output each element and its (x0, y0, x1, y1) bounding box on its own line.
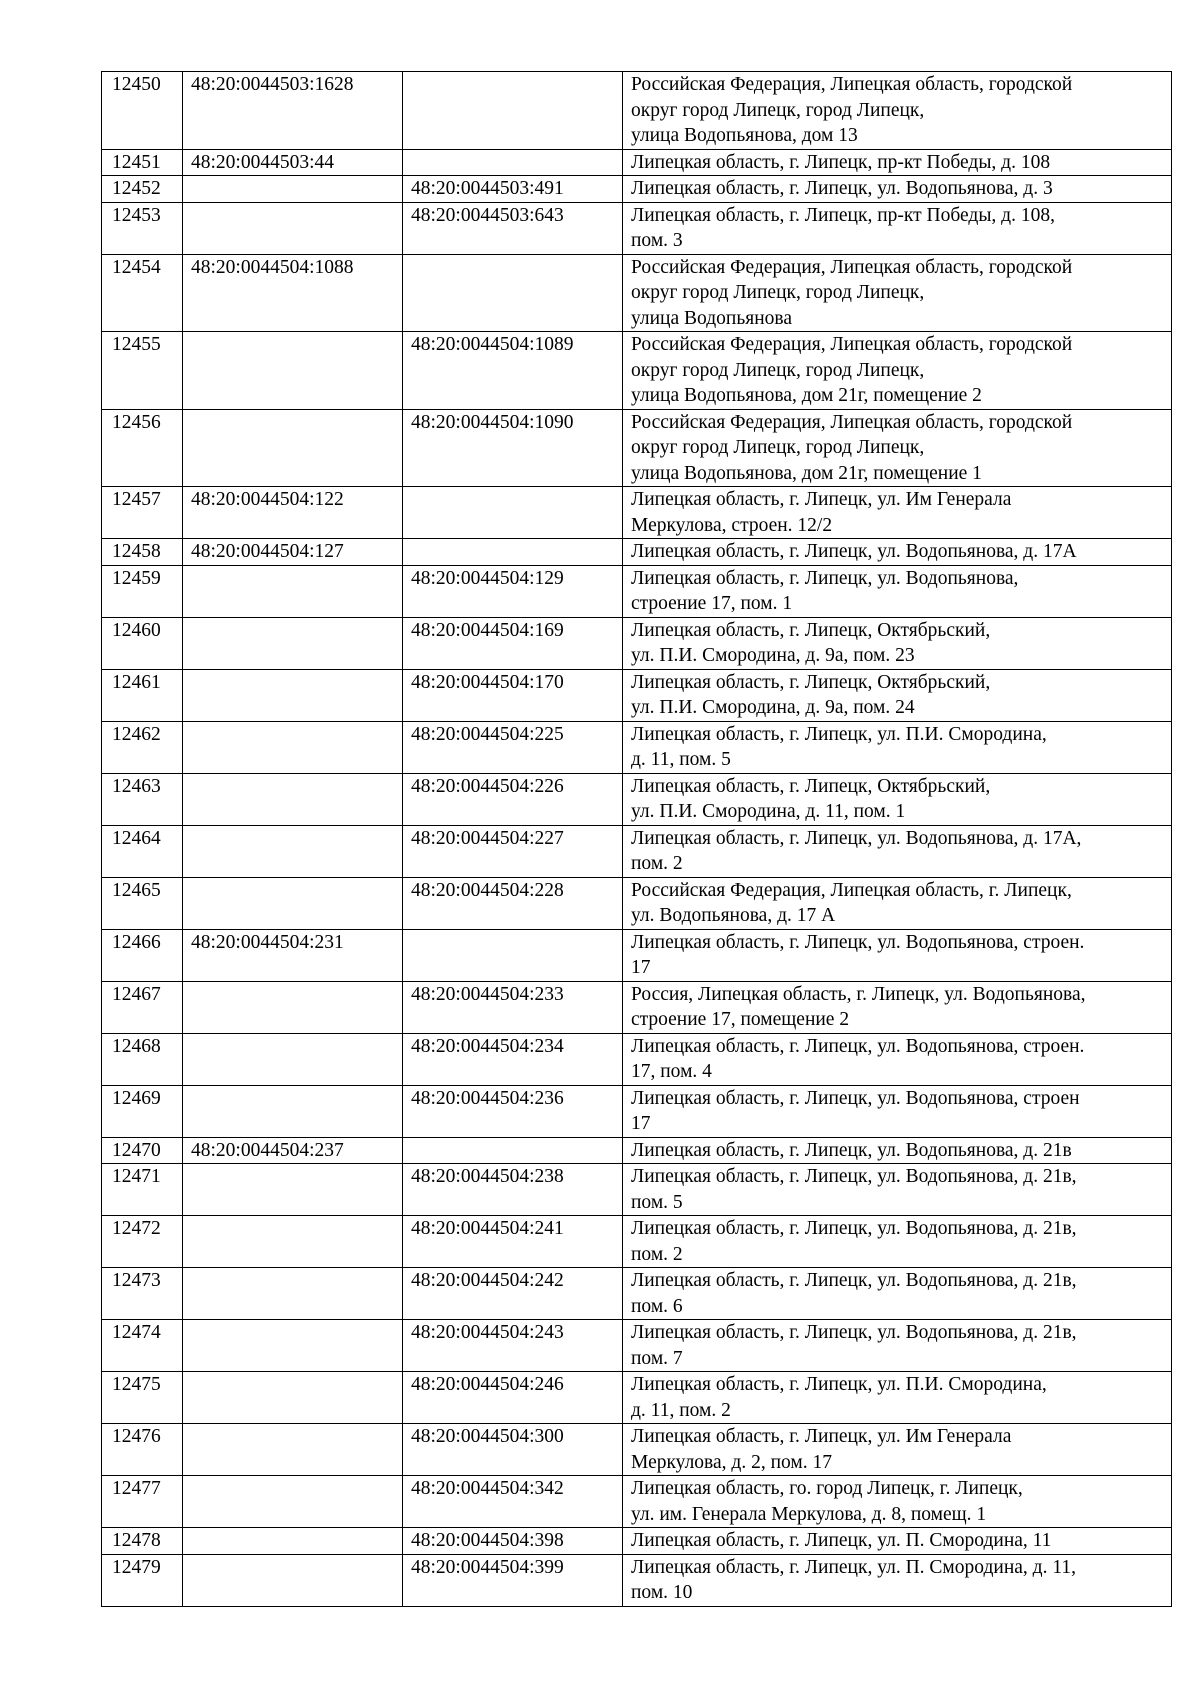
registry-table (101, 71, 1172, 1607)
registry-table-body (102, 72, 1172, 1607)
table-row (102, 1216, 1172, 1268)
address: Липецкая область, г. Липецк, ул. Водопьянова, д. 21в (623, 1137, 1172, 1164)
land-cadastral-number (183, 1554, 403, 1606)
row-number: 12453 (102, 202, 183, 254)
row-number: 12474 (102, 1320, 183, 1372)
land-cadastral-number (183, 1528, 403, 1555)
object-cadastral-number: 48:20:0044504:243 (403, 1320, 623, 1372)
table-row (102, 773, 1172, 825)
address: Липецкая область, г. Липецк, ул. Водопьянова, строение 17, пом. 1 (623, 565, 1172, 617)
land-cadastral-number (183, 825, 403, 877)
land-cadastral-number: 48:20:0044503:44 (183, 149, 403, 176)
row-number: 12456 (102, 409, 183, 487)
object-cadastral-number (403, 1137, 623, 1164)
object-cadastral-number: 48:20:0044504:170 (403, 669, 623, 721)
object-cadastral-number: 48:20:0044504:236 (403, 1085, 623, 1137)
table-row (102, 149, 1172, 176)
table-row (102, 669, 1172, 721)
table-row (102, 1164, 1172, 1216)
object-cadastral-number (403, 929, 623, 981)
table-row (102, 1476, 1172, 1528)
row-number: 12469 (102, 1085, 183, 1137)
address: Липецкая область, г. Липецк, Октябрьский, ул. П.И. Смородина, д. 9а, пом. 23 (623, 617, 1172, 669)
land-cadastral-number (183, 669, 403, 721)
object-cadastral-number: 48:20:0044504:129 (403, 565, 623, 617)
row-number: 12468 (102, 1033, 183, 1085)
land-cadastral-number (183, 721, 403, 773)
table-row (102, 1424, 1172, 1476)
table-row (102, 539, 1172, 566)
land-cadastral-number (183, 1164, 403, 1216)
object-cadastral-number: 48:20:0044504:228 (403, 877, 623, 929)
land-cadastral-number (183, 1033, 403, 1085)
row-number: 12467 (102, 981, 183, 1033)
table-row (102, 1528, 1172, 1555)
table-row (102, 565, 1172, 617)
row-number: 12466 (102, 929, 183, 981)
table-row (102, 1554, 1172, 1606)
row-number: 12451 (102, 149, 183, 176)
object-cadastral-number: 48:20:0044503:491 (403, 176, 623, 203)
land-cadastral-number (183, 1320, 403, 1372)
object-cadastral-number: 48:20:0044503:643 (403, 202, 623, 254)
address: Липецкая область, г. Липецк, ул. Водопьянова, д. 21в, пом. 7 (623, 1320, 1172, 1372)
object-cadastral-number: 48:20:0044504:398 (403, 1528, 623, 1555)
object-cadastral-number: 48:20:0044504:233 (403, 981, 623, 1033)
address: Липецкая область, г. Липецк, ул. Водопьянова, д. 21в, пом. 6 (623, 1268, 1172, 1320)
table-row (102, 1372, 1172, 1424)
land-cadastral-number (183, 1424, 403, 1476)
land-cadastral-number (183, 1476, 403, 1528)
table-row (102, 877, 1172, 929)
row-number: 12463 (102, 773, 183, 825)
land-cadastral-number: 48:20:0044504:237 (183, 1137, 403, 1164)
address: Российская Федерация, Липецкая область, городской округ город Липецк, город Липецк, улица Водопьянова (623, 254, 1172, 332)
land-cadastral-number (183, 877, 403, 929)
row-number: 12465 (102, 877, 183, 929)
address: Липецкая область, г. Липецк, ул. Водопьянова, д. 17А, пом. 2 (623, 825, 1172, 877)
land-cadastral-number (183, 409, 403, 487)
object-cadastral-number: 48:20:0044504:1089 (403, 332, 623, 410)
object-cadastral-number (403, 539, 623, 566)
table-row (102, 1137, 1172, 1164)
land-cadastral-number: 48:20:0044503:1628 (183, 72, 403, 150)
object-cadastral-number (403, 149, 623, 176)
land-cadastral-number (183, 565, 403, 617)
address: Липецкая область, г. Липецк, пр-кт Победы, д. 108, пом. 3 (623, 202, 1172, 254)
address: Российская Федерация, Липецкая область, городской округ город Липецк, город Липецк, улица Водопьянова, дом 21г, помещение 2 (623, 332, 1172, 410)
land-cadastral-number: 48:20:0044504:127 (183, 539, 403, 566)
row-number: 12455 (102, 332, 183, 410)
row-number: 12464 (102, 825, 183, 877)
table-row (102, 409, 1172, 487)
address: Липецкая область, г. Липецк, ул. Им Генерала Меркулова, строен. 12/2 (623, 487, 1172, 539)
address: Липецкая область, г. Липецк, ул. Водопьянова, строен. 17, пом. 4 (623, 1033, 1172, 1085)
object-cadastral-number: 48:20:0044504:169 (403, 617, 623, 669)
land-cadastral-number (183, 617, 403, 669)
row-number: 12475 (102, 1372, 183, 1424)
table-row (102, 202, 1172, 254)
address: Липецкая область, г. Липецк, ул. Водопьянова, строен 17 (623, 1085, 1172, 1137)
land-cadastral-number (183, 981, 403, 1033)
table-row (102, 1320, 1172, 1372)
object-cadastral-number (403, 72, 623, 150)
row-number: 12458 (102, 539, 183, 566)
object-cadastral-number: 48:20:0044504:225 (403, 721, 623, 773)
row-number: 12461 (102, 669, 183, 721)
row-number: 12452 (102, 176, 183, 203)
address: Липецкая область, г. Липецк, ул. Водопьянова, д. 21в, пом. 5 (623, 1164, 1172, 1216)
table-row (102, 332, 1172, 410)
address: Липецкая область, го. город Липецк, г. Липецк, ул. им. Генерала Меркулова, д. 8, помещ. 1 (623, 1476, 1172, 1528)
object-cadastral-number: 48:20:0044504:1090 (403, 409, 623, 487)
row-number: 12459 (102, 565, 183, 617)
object-cadastral-number: 48:20:0044504:246 (403, 1372, 623, 1424)
row-number: 12462 (102, 721, 183, 773)
object-cadastral-number: 48:20:0044504:300 (403, 1424, 623, 1476)
land-cadastral-number (183, 176, 403, 203)
land-cadastral-number (183, 1372, 403, 1424)
address: Россия, Липецкая область, г. Липецк, ул. Водопьянова, строение 17, помещение 2 (623, 981, 1172, 1033)
address: Липецкая область, г. Липецк, ул. П. Смородина, 11 (623, 1528, 1172, 1555)
land-cadastral-number (183, 202, 403, 254)
object-cadastral-number: 48:20:0044504:238 (403, 1164, 623, 1216)
address: Российская Федерация, Липецкая область, г. Липецк, ул. Водопьянова, д. 17 А (623, 877, 1172, 929)
address: Российская Федерация, Липецкая область, городской округ город Липецк, город Липецк, улица Водопьянова, дом 13 (623, 72, 1172, 150)
land-cadastral-number (183, 1085, 403, 1137)
table-row (102, 487, 1172, 539)
row-number: 12473 (102, 1268, 183, 1320)
table-row (102, 981, 1172, 1033)
table-row (102, 1033, 1172, 1085)
row-number: 12472 (102, 1216, 183, 1268)
address: Липецкая область, г. Липецк, ул. Водопьянова, строен. 17 (623, 929, 1172, 981)
row-number: 12454 (102, 254, 183, 332)
table-row (102, 929, 1172, 981)
object-cadastral-number: 48:20:0044504:399 (403, 1554, 623, 1606)
object-cadastral-number: 48:20:0044504:242 (403, 1268, 623, 1320)
address: Липецкая область, г. Липецк, ул. П.И. Смородина, д. 11, пом. 5 (623, 721, 1172, 773)
land-cadastral-number (183, 1216, 403, 1268)
address: Липецкая область, г. Липецк, ул. Им Генерала Меркулова, д. 2, пом. 17 (623, 1424, 1172, 1476)
table-row (102, 617, 1172, 669)
land-cadastral-number: 48:20:0044504:1088 (183, 254, 403, 332)
object-cadastral-number: 48:20:0044504:234 (403, 1033, 623, 1085)
row-number: 12450 (102, 72, 183, 150)
row-number: 12479 (102, 1554, 183, 1606)
address: Липецкая область, г. Липецк, Октябрьский, ул. П.И. Смородина, д. 9а, пом. 24 (623, 669, 1172, 721)
object-cadastral-number: 48:20:0044504:241 (403, 1216, 623, 1268)
row-number: 12477 (102, 1476, 183, 1528)
table-row (102, 721, 1172, 773)
object-cadastral-number (403, 254, 623, 332)
address: Липецкая область, г. Липецк, ул. П.И. Смородина, д. 11, пом. 2 (623, 1372, 1172, 1424)
land-cadastral-number: 48:20:0044504:231 (183, 929, 403, 981)
land-cadastral-number (183, 332, 403, 410)
address: Липецкая область, г. Липецк, ул. Водопьянова, д. 21в, пом. 2 (623, 1216, 1172, 1268)
address: Липецкая область, г. Липецк, Октябрьский, ул. П.И. Смородина, д. 11, пом. 1 (623, 773, 1172, 825)
row-number: 12476 (102, 1424, 183, 1476)
table-row (102, 1085, 1172, 1137)
table-row (102, 176, 1172, 203)
row-number: 12470 (102, 1137, 183, 1164)
table-row (102, 825, 1172, 877)
address: Липецкая область, г. Липецк, пр-кт Победы, д. 108 (623, 149, 1172, 176)
object-cadastral-number (403, 487, 623, 539)
address: Липецкая область, г. Липецк, ул. Водопьянова, д. 17А (623, 539, 1172, 566)
land-cadastral-number (183, 1268, 403, 1320)
object-cadastral-number: 48:20:0044504:226 (403, 773, 623, 825)
table-row (102, 1268, 1172, 1320)
address: Российская Федерация, Липецкая область, городской округ город Липецк, город Липецк, улица Водопьянова, дом 21г, помещение 1 (623, 409, 1172, 487)
object-cadastral-number: 48:20:0044504:342 (403, 1476, 623, 1528)
address: Липецкая область, г. Липецк, ул. Водопьянова, д. 3 (623, 176, 1172, 203)
address: Липецкая область, г. Липецк, ул. П. Смородина, д. 11, пом. 10 (623, 1554, 1172, 1606)
object-cadastral-number: 48:20:0044504:227 (403, 825, 623, 877)
table-row (102, 254, 1172, 332)
table-row (102, 72, 1172, 150)
land-cadastral-number (183, 773, 403, 825)
row-number: 12478 (102, 1528, 183, 1555)
row-number: 12457 (102, 487, 183, 539)
land-cadastral-number: 48:20:0044504:122 (183, 487, 403, 539)
row-number: 12471 (102, 1164, 183, 1216)
row-number: 12460 (102, 617, 183, 669)
